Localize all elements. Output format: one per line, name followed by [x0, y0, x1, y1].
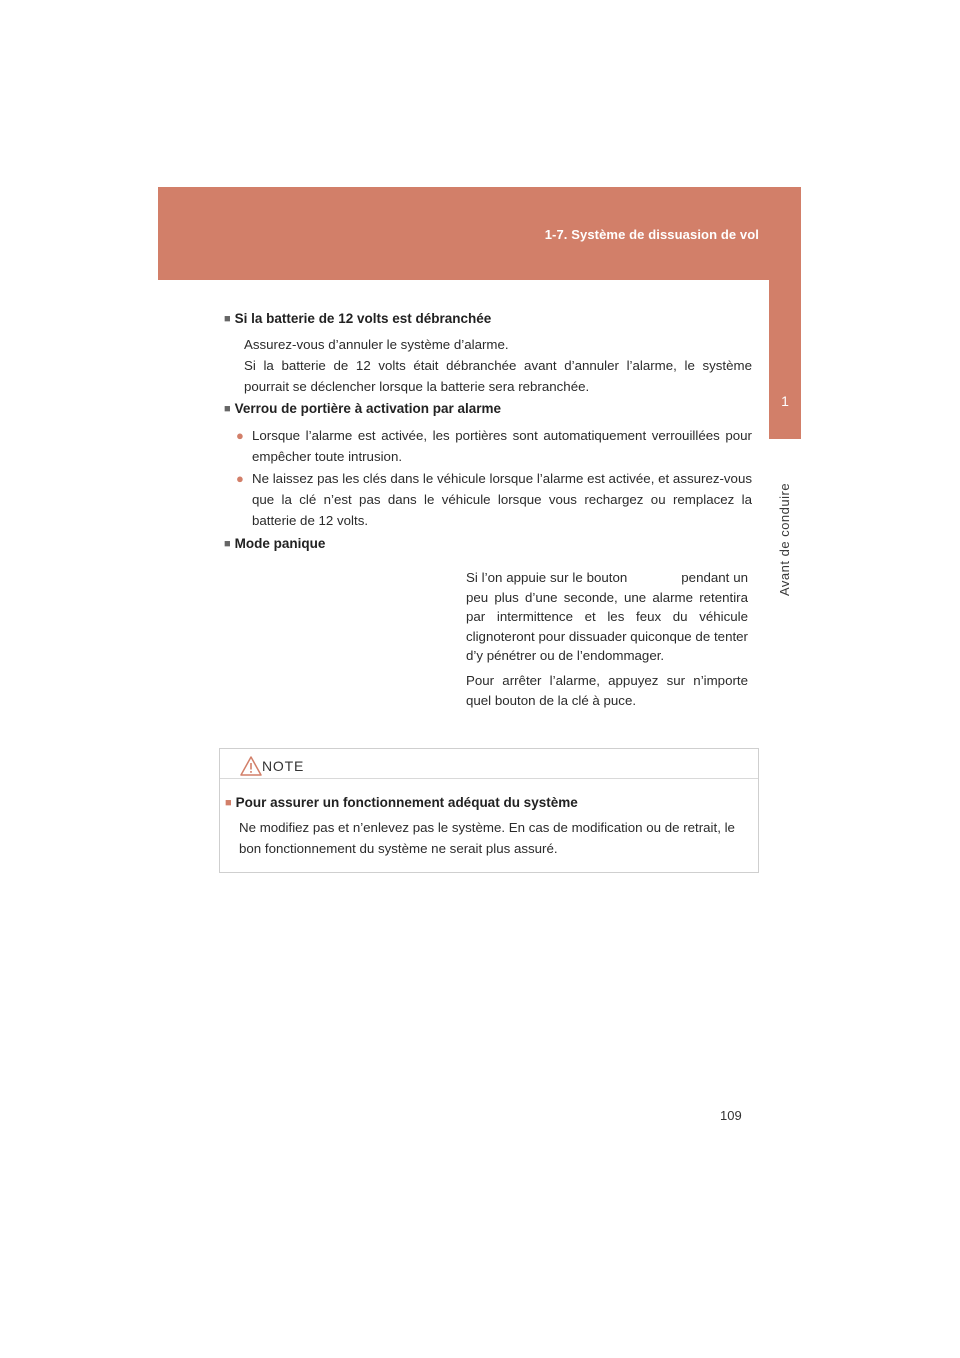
section-heading-door-lock — [224, 401, 501, 416]
heading-text: Pour assurer un fonctionnement adéquat du système — [235, 795, 578, 810]
heading-text: Si la batterie de 12 volts est débranchée — [234, 311, 492, 326]
note-title: NOTE — [262, 758, 305, 774]
list-item-text: Ne laissez pas les clés dans le véhicule lorsque l’alarme est activée, et assurez-vous que la clé n’est pas dans le véhicule lorsque vous rechargez ou remplacez la batterie de 12 volts. — [252, 471, 752, 528]
paragraph: Si la batterie de 12 volts était débranchée avant d’annuler l’alarme, le système pourrait se déclencher lorsque la batterie sera rebranchée. — [244, 358, 752, 394]
note-header — [220, 749, 758, 779]
list-item — [236, 425, 752, 467]
section-heading-panic-mode — [224, 536, 325, 551]
square-bullet-icon: ■ — [225, 797, 232, 809]
chapter-header-band — [158, 187, 801, 280]
chapter-tab — [769, 280, 801, 439]
paragraph: Pour arrêter l’alarme, appuyez sur n’importe quel bouton de la clé à puce. — [466, 673, 748, 708]
note-text: Ne modifiez pas et n’enlevez pas le système. En cas de modification ou de retrait, le bon fonctionnement du système ne serait plus assuré. — [239, 820, 735, 856]
note-box — [219, 748, 759, 873]
note-heading — [225, 795, 578, 810]
chapter-number: 1 — [781, 393, 789, 409]
chapter-side-label — [769, 450, 801, 600]
heading-text: Verrou de portière à activation par alarme — [234, 401, 502, 416]
warning-triangle-icon — [240, 756, 262, 776]
square-bullet-icon: ■ — [224, 538, 231, 550]
paragraph: Si l’on appuie sur le bouton pendant un peu plus d’une seconde, une alarme retentira par intermittence et les feux du véhicule clignoteront pour dissuader quiconque de tenter d’y pénétrer ou de l’endommager. — [466, 570, 752, 663]
square-bullet-icon: ■ — [224, 403, 231, 415]
chapter-label: Avant de conduire — [777, 482, 792, 596]
square-bullet-icon: ■ — [224, 313, 231, 325]
list-item-text: Lorsque l’alarme est activée, les portières sont automatiquement verrouillées pour empêcher toute intrusion. — [252, 428, 752, 464]
list-item — [236, 468, 752, 531]
section-heading-battery — [224, 311, 491, 326]
paragraph: Assurez-vous d’annuler le système d’alarme. — [244, 337, 509, 352]
bullet-dot-icon: ● — [236, 471, 244, 486]
bullet-dot-icon: ● — [236, 428, 244, 443]
page-number: 109 — [720, 1108, 742, 1123]
heading-text: Mode panique — [234, 536, 326, 551]
section-title: 1-7. Système de dissuasion de vol — [544, 227, 759, 242]
